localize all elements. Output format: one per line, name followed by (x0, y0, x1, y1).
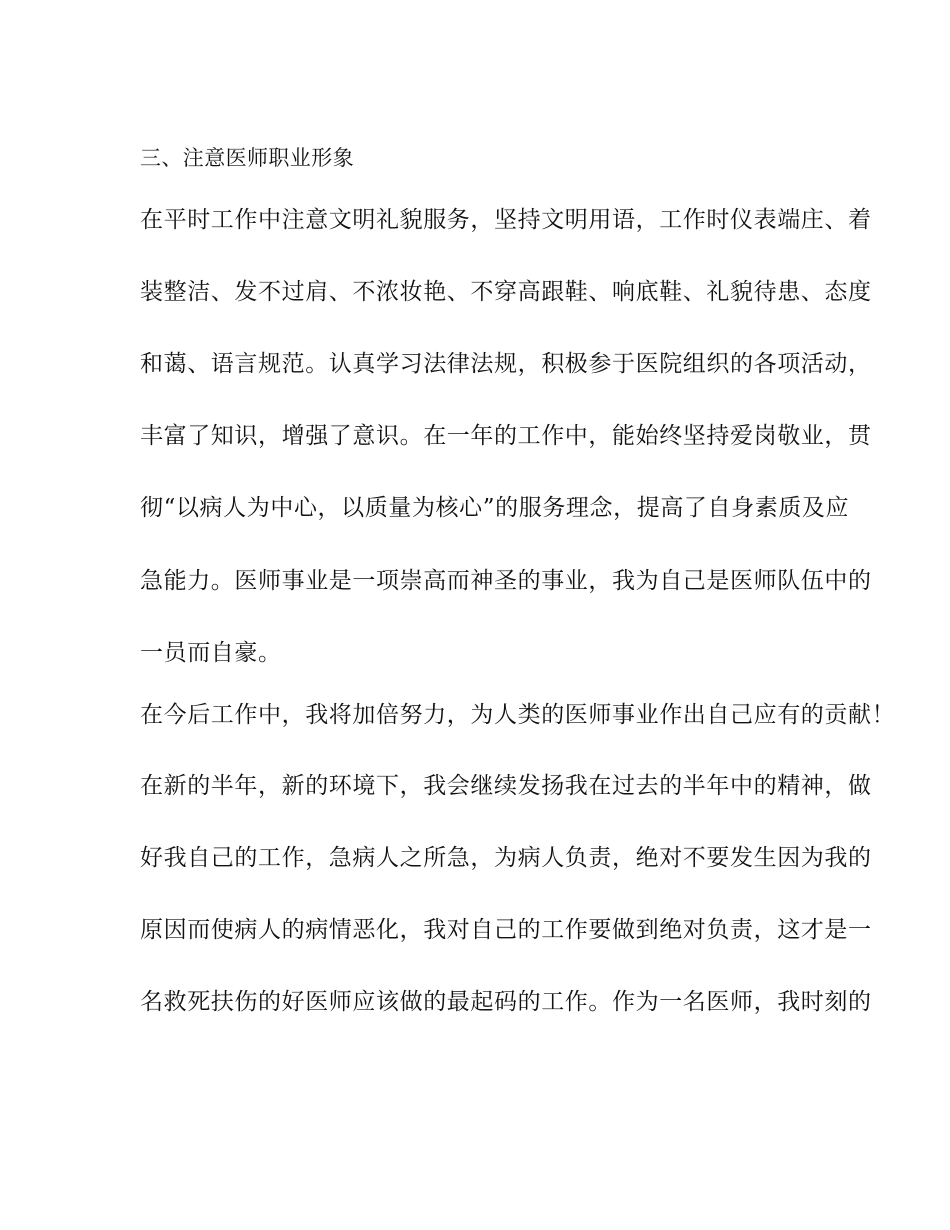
paragraph-line: 一员而自豪。 (140, 640, 282, 666)
paragraph-line: 在今后工作中，我将加倍努力，为人类的医师事业作出自己应有的贡献！ (140, 702, 896, 728)
paragraph-line: 在新的半年，新的环境下，我会继续发扬我在过去的半年中的精神，做 (140, 773, 872, 799)
paragraph-line: 急能力。医师事业是一项崇高而神圣的事业，我为自己是医师队伍中的 (140, 568, 872, 594)
paragraph-line: 装整洁、发不过肩、不浓妆艳、不穿高跟鞋、响底鞋、礼貌待患、态度 (140, 279, 872, 305)
paragraph-line: 在平时工作中注意文明礼貌服务，坚持文明用语，工作时仪表端庄、着 (140, 207, 872, 233)
paragraph-line: 和蔼、语言规范。认真学习法律法规，积极参于医院组织的各项活动， (140, 351, 872, 377)
paragraph-line: 好我自己的工作，急病人之所急，为病人负责，绝对不要发生因为我的 (140, 845, 872, 871)
paragraph-line: 原因而使病人的病情恶化，我对自己的工作要做到绝对负责，这才是一 (140, 917, 872, 943)
paragraph-line: 彻“以病人为中心，以质量为核心”的服务理念，提高了自身素质及应 (140, 495, 850, 521)
section-heading: 三、注意医师职业形象 (140, 146, 354, 170)
paragraph-line: 丰富了知识，增强了意识。在一年的工作中，能始终坚持爱岗敬业，贯 (140, 423, 872, 449)
paragraph-line: 名救死扶伤的好医师应该做的最起码的工作。作为一名医师，我时刻的 (140, 989, 872, 1015)
